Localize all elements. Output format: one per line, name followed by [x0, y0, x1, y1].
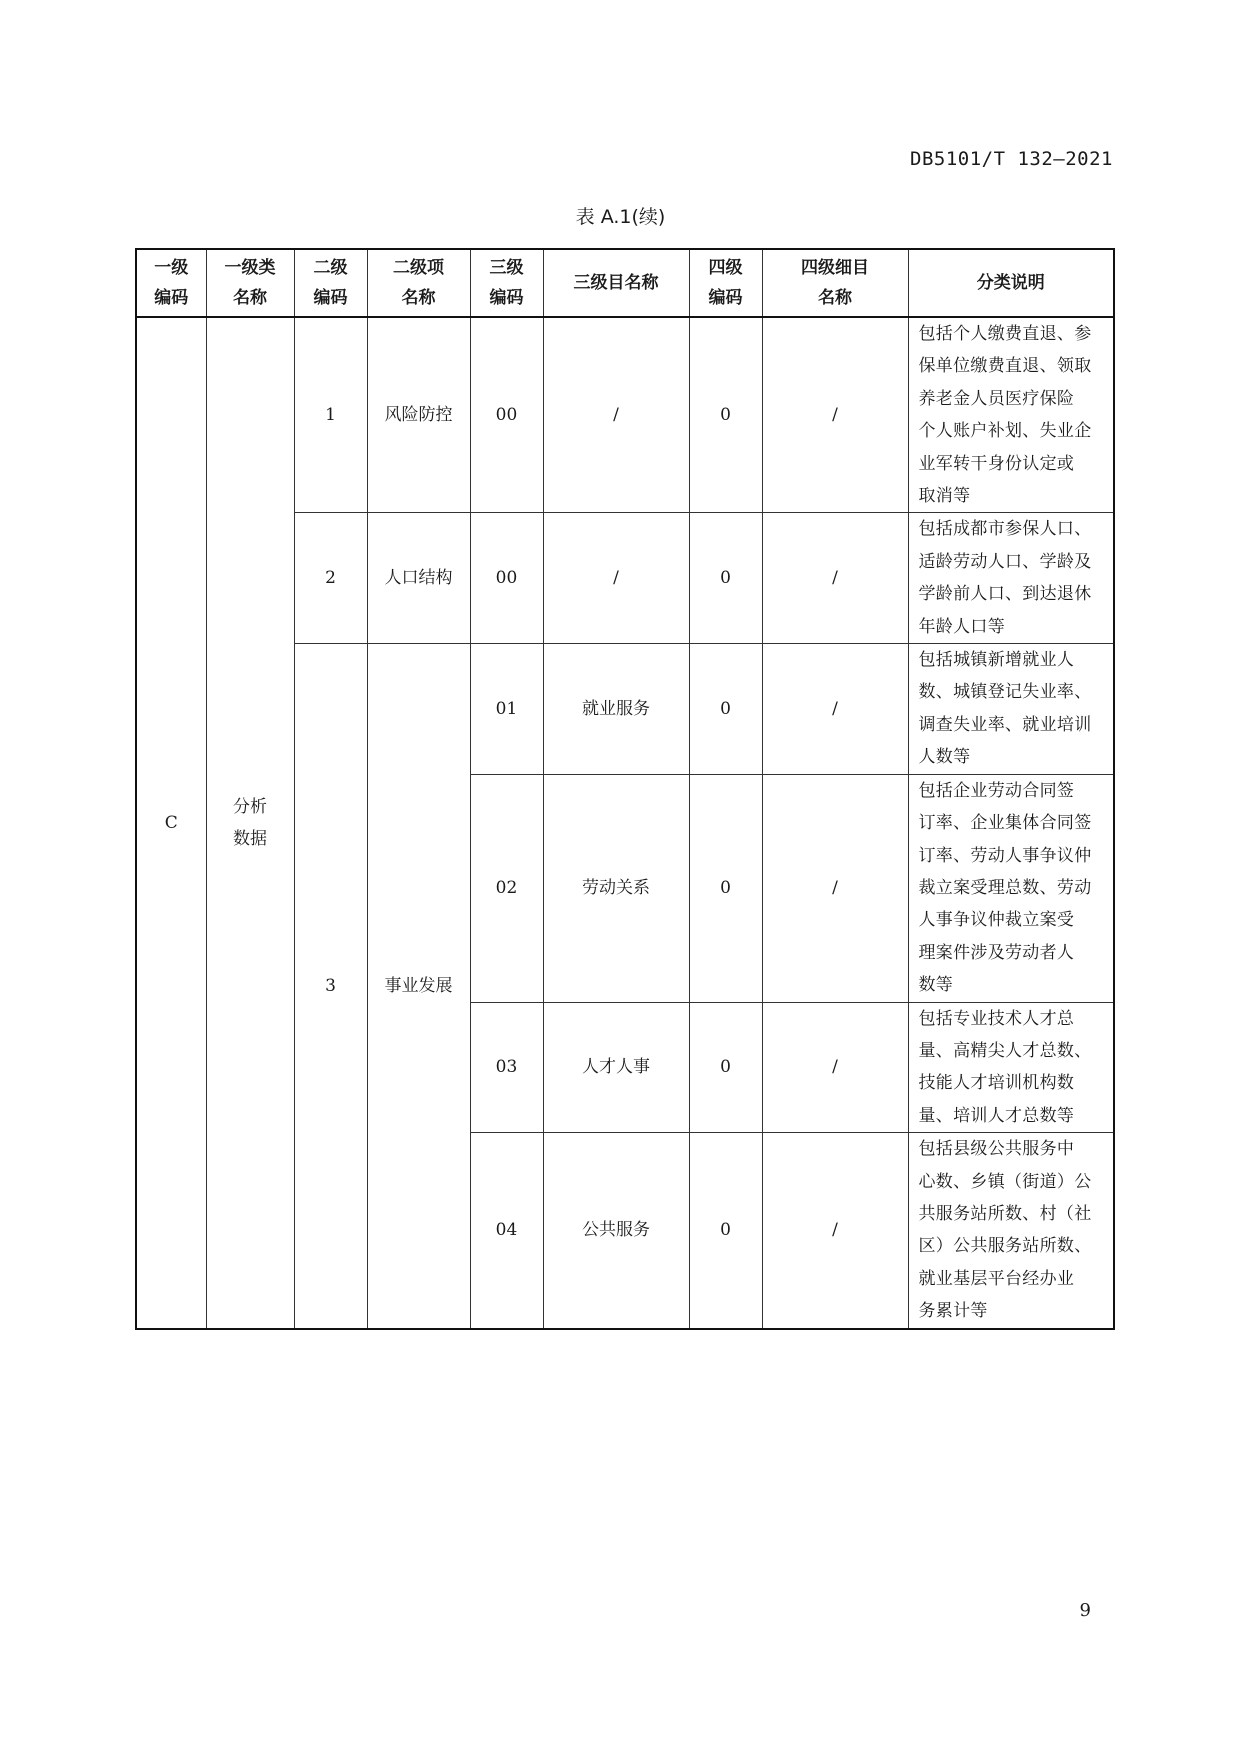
description-line: 心数、乡镇（街道）公 [918, 1171, 1092, 1192]
level4-name-cell: / [762, 774, 908, 1002]
table-row [136, 317, 1114, 513]
column-header-line2: 编码 [154, 288, 189, 308]
level3-name-cell: 公共服务 [543, 1133, 689, 1329]
description-line: 包括专业技术人才总 [918, 1008, 1075, 1029]
header-row [136, 249, 1114, 317]
column-header-line2: 编码 [708, 288, 743, 308]
classification-table [135, 248, 1115, 1330]
level4-name-cell: / [762, 317, 908, 513]
column-header-line1: 一级类 [224, 258, 276, 278]
description-line: 适龄劳动人口、学龄及 [918, 551, 1092, 572]
description-line: 订率、企业集体合同签 [918, 813, 1092, 834]
column-header-line1: 三级 [489, 258, 524, 278]
level2-name-cell: 风险防控 [367, 317, 470, 513]
level3-code-cell: 02 [470, 774, 543, 1002]
description-line: 共服务站所数、村（社 [918, 1203, 1092, 1224]
level1-name-cell [206, 317, 294, 1329]
level4-code-cell: 0 [689, 1002, 762, 1133]
description-line: 包括个人缴费直退、参 [918, 324, 1092, 344]
column-header [762, 249, 908, 317]
level4-name-cell: / [762, 644, 908, 775]
column-header-line1: 分类说明 [976, 273, 1045, 293]
column-header-line1: 三级目名称 [573, 273, 659, 293]
level3-name-cell: 劳动关系 [543, 774, 689, 1002]
description-line: 业军转干身份认定或 [918, 453, 1075, 474]
level2-code-cell: 1 [294, 317, 367, 513]
column-header-line2: 名称 [818, 288, 852, 308]
level3-name-cell: 人才人事 [543, 1002, 689, 1133]
column-header [908, 249, 1114, 317]
description-line: 包括城镇新增就业人 [918, 650, 1075, 671]
table-title: 表 A.1(续) [575, 206, 666, 228]
description-line: 订率、劳动人事争议仲 [918, 845, 1092, 866]
column-header-line1: 四级细目 [801, 258, 869, 278]
column-header-line1: 四级 [708, 258, 743, 278]
description-cell [908, 317, 1114, 513]
level3-code-cell: 01 [470, 644, 543, 775]
column-header [543, 249, 689, 317]
level3-code-cell: 03 [470, 1002, 543, 1133]
column-header-line1: 一级 [154, 258, 189, 278]
description-line: 技能人才培训机构数 [918, 1073, 1075, 1094]
description-line: 养老金人员医疗保险 [918, 388, 1075, 409]
level2-code-cell: 3 [294, 644, 367, 1329]
description-line: 理案件涉及劳动者人 [918, 942, 1075, 963]
level3-code-cell: 04 [470, 1133, 543, 1329]
description-line: 包括县级公共服务中 [918, 1139, 1075, 1160]
description-line: 就业基层平台经办业 [918, 1268, 1075, 1289]
column-header [206, 249, 294, 317]
level2-name-cell: 事业发展 [367, 644, 470, 1329]
level4-name-cell: / [762, 513, 908, 644]
column-header-line2: 编码 [313, 288, 348, 308]
description-line: 务累计等 [918, 1301, 988, 1322]
level3-name-cell: / [543, 513, 689, 644]
column-header-line1: 二级项 [393, 258, 444, 278]
column-header-line2: 名称 [233, 288, 267, 308]
level1-code-cell: C [136, 317, 206, 1329]
description-line: 量、培训人才总数等 [918, 1105, 1075, 1126]
column-header [136, 249, 206, 317]
column-header [470, 249, 543, 317]
description-line: 人事争议仲裁立案受 [918, 910, 1075, 931]
level2-code-cell: 2 [294, 513, 367, 644]
level4-code-cell: 0 [689, 513, 762, 644]
description-line: 数、城镇登记失业率、 [918, 682, 1092, 703]
description-line: 包括成都市参保人口、 [918, 519, 1092, 540]
column-header-line1: 二级 [313, 258, 348, 278]
description-line: 个人账户补划、失业企 [918, 421, 1092, 442]
column-header-line2: 名称 [401, 288, 436, 308]
column-header-line2: 编码 [489, 288, 524, 308]
level4-code-cell: 0 [689, 644, 762, 775]
description-line: 年龄人口等 [918, 616, 1005, 637]
description-line: 学龄前人口、到达退休 [918, 584, 1092, 605]
description-line: 保单位缴费直退、领取 [918, 356, 1092, 377]
description-line: 量、高精尖人才总数、 [918, 1040, 1092, 1061]
description-line: 数等 [918, 975, 954, 996]
description-line: 包括企业劳动合同签 [918, 780, 1075, 801]
column-header [294, 249, 367, 317]
description-line: 取消等 [918, 486, 971, 507]
level4-name-cell: / [762, 1002, 908, 1133]
level4-code-cell: 0 [689, 317, 762, 513]
level3-name-cell: 就业服务 [543, 644, 689, 775]
level4-name-cell: / [762, 1133, 908, 1329]
description-cell [908, 1002, 1114, 1133]
description-line: 区）公共服务站所数、 [918, 1236, 1092, 1257]
description-line: 裁立案受理总数、劳动 [918, 877, 1092, 898]
level1-name-line2: 数据 [233, 828, 267, 849]
description-line: 人数等 [918, 747, 971, 768]
description-cell [908, 513, 1114, 644]
description-line: 调查失业率、就业培训 [918, 714, 1092, 735]
table-body [136, 317, 1114, 1329]
level3-code-cell: 00 [470, 317, 543, 513]
column-header [367, 249, 470, 317]
level3-code-cell: 00 [470, 513, 543, 644]
column-header [689, 249, 762, 317]
level4-code-cell: 0 [689, 1133, 762, 1329]
level4-code-cell: 0 [689, 774, 762, 1002]
level2-name-cell: 人口结构 [367, 513, 470, 644]
document-code: DB5101/T 132—2021 [910, 148, 1113, 170]
level3-name-cell: / [543, 317, 689, 513]
description-cell [908, 644, 1114, 775]
level1-name-line1: 分析 [233, 796, 267, 817]
description-cell [908, 774, 1114, 1002]
page-number: 9 [1079, 1600, 1091, 1621]
description-cell [908, 1133, 1114, 1329]
